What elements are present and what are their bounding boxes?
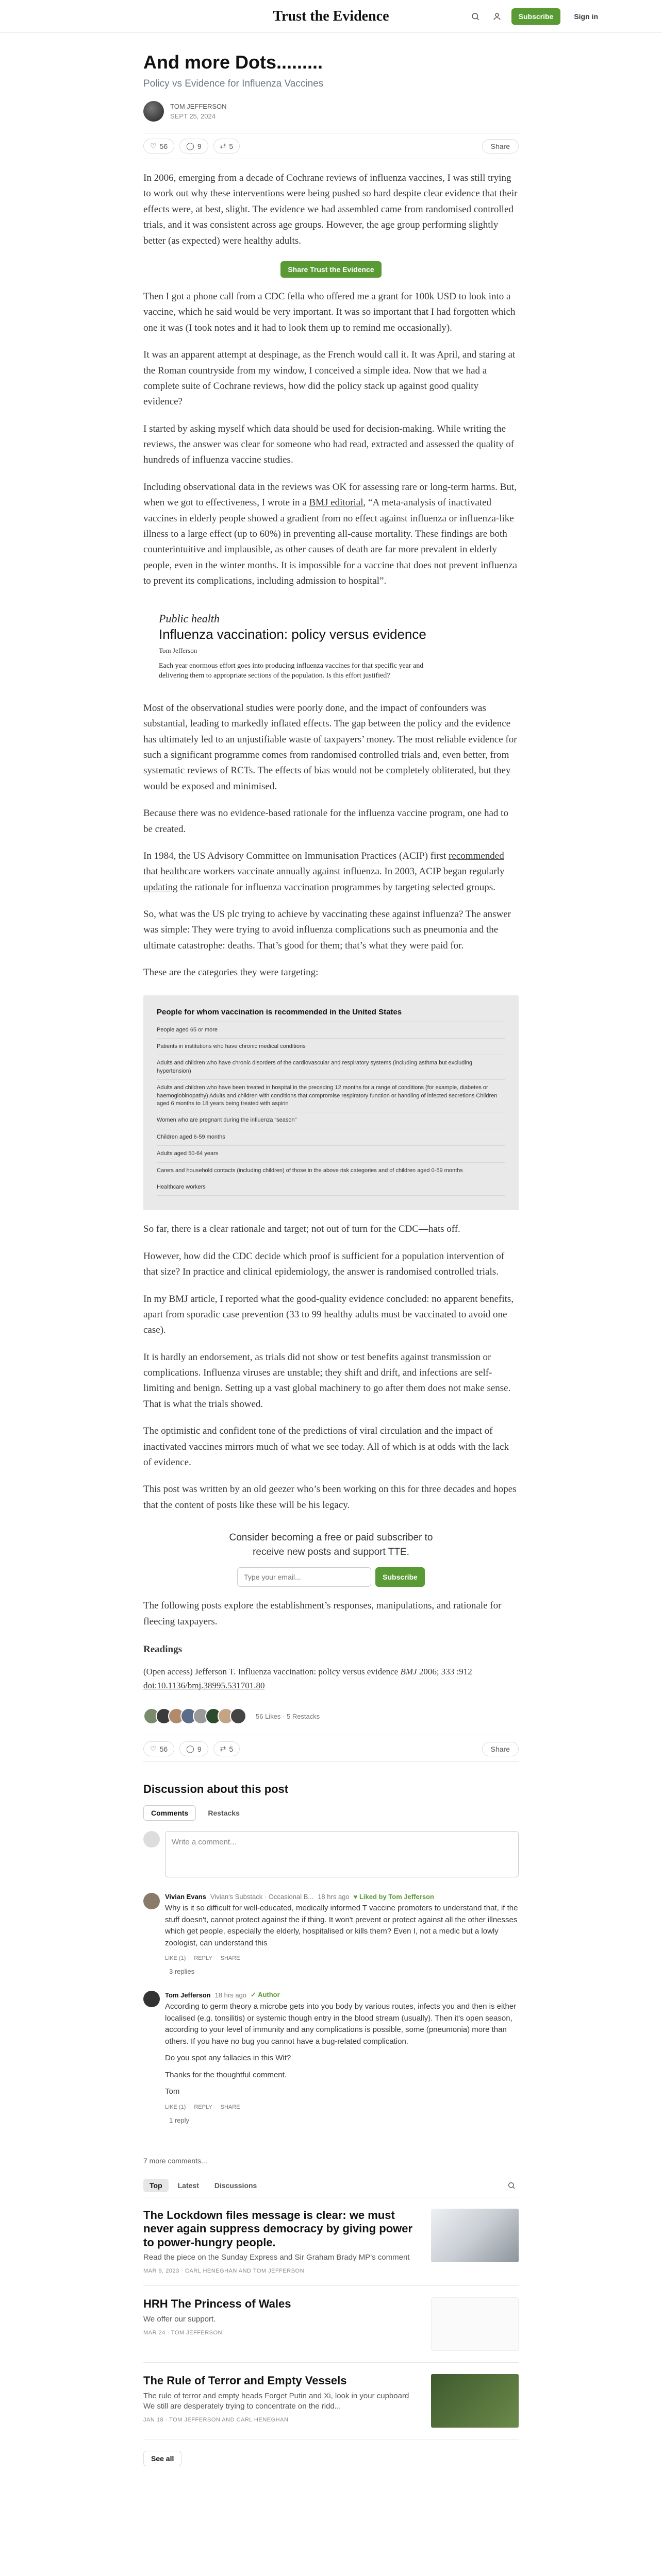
citation-text: 2006; 333 :912: [417, 1667, 472, 1677]
heart-icon: ♡: [150, 142, 157, 150]
post-container: [143, 52, 519, 2466]
commenter-meta[interactable]: Vivian's Substack · Occasional B...: [210, 1893, 314, 1901]
like-button[interactable]: [143, 1741, 174, 1756]
table-row: Healthcare workers: [157, 1179, 505, 1196]
commenter-name[interactable]: Tom Jefferson: [165, 1991, 211, 1999]
restack-count: 5: [229, 142, 234, 150]
citation-text: (Open access) Jefferson T. Influenza vaccination: policy versus evidence: [143, 1667, 401, 1677]
archive-post-subtitle: We offer our support.: [143, 2314, 216, 2324]
paragraph: These are the categories they were targeting:: [143, 967, 319, 978]
archive-post-title[interactable]: HRH The Princess of Wales: [143, 2297, 291, 2311]
liked-by-author-badge: ♥ Liked by Tom Jefferson: [353, 1893, 434, 1901]
commenter-name[interactable]: Vivian Evans: [165, 1893, 206, 1901]
table-row: Adults and children who have chronic disorders of the cardiovascular and respiratory systems (including asthma but excluding hypertension): [157, 1055, 505, 1080]
paragraph: The following posts explore the establishment’s responses, manipulations, and rationale for fleecing taxpayers.: [143, 1600, 502, 1627]
archive-post-meta: MAR 24 · TOM JEFFERSON: [143, 2330, 223, 2336]
comment-text: Thanks for the thoughtful comment.: [165, 2070, 287, 2079]
tab-top[interactable]: Top: [143, 2179, 169, 2192]
table-row: Adults and children who have been treated in hospital in the preceding 12 months for a range of conditions (for example, diabetes or haemoglobinopathy) Adults and children with conditions that compromise respiratory function or handling of infected secretions Children aged 6 months to 18 years being treated with aspirin: [157, 1080, 505, 1112]
reading-citation: [143, 1665, 519, 1692]
share-publication-button[interactable]: Share Trust the Evidence: [280, 261, 381, 278]
subscribe-form: [143, 1567, 519, 1587]
paragraph-text: the rationale for influenza vaccination programmes by targeting selected groups.: [177, 882, 495, 893]
share-button[interactable]: Share: [482, 1742, 519, 1756]
comment-share-button[interactable]: SHARE: [220, 1955, 240, 1962]
post-subtitle: Policy vs Evidence for Influenza Vaccines: [143, 78, 324, 89]
comment-input[interactable]: Write a comment...: [165, 1831, 519, 1877]
discussion-heading: Discussion about this post: [143, 1783, 289, 1796]
archive-post-text: [143, 2374, 419, 2428]
comment-like-button[interactable]: LIKE (1): [165, 1955, 186, 1962]
comment-count: 9: [197, 1744, 202, 1753]
archive-post-subtitle: Read the piece on the Sunday Express and Sir Graham Brady MP's comment: [143, 2253, 410, 2262]
paragraph: So far, there is a clear rationale and target; not out of turn for the CDC—hats off.: [143, 1224, 460, 1235]
user-avatar: [143, 1831, 160, 1848]
comment-header: [165, 1893, 519, 1901]
comment-body: [165, 1893, 519, 1975]
archive-post-title[interactable]: The Lockdown files message is clear: we must never again suppress democracy by giving power to power-hungry people.: [143, 2208, 413, 2249]
recommendation-table-image: [143, 995, 519, 1211]
post-body-2: [143, 701, 519, 981]
post-body-4: [143, 1598, 519, 1630]
email-input[interactable]: [237, 1567, 371, 1587]
comment-reply-button[interactable]: REPLY: [194, 2104, 212, 2110]
comment-like-button[interactable]: LIKE (1): [165, 2104, 186, 2110]
post-actions: [143, 1741, 240, 1756]
comment-text: Tom: [165, 2087, 180, 2096]
paragraph: I started by asking myself which data should be used for decision-making. While writing the reviews, the answer was clear for someone who had read, extracted and assessed the quality of hundreds of influenza vaccine studies.: [143, 423, 515, 466]
comment-reply-button[interactable]: REPLY: [194, 1955, 212, 1962]
table-row: Women who are pregnant during the influenza “season”: [157, 1112, 505, 1129]
comment: [143, 1893, 519, 1975]
recommended-link[interactable]: recommended: [449, 850, 504, 861]
archive-post-thumbnail[interactable]: [431, 2297, 519, 2351]
comment-count: 9: [197, 142, 202, 150]
post-date: SEPT 25, 2024: [170, 112, 216, 120]
updating-link[interactable]: updating: [143, 882, 178, 893]
site-title[interactable]: Trust the Evidence: [273, 8, 389, 24]
citation-journal: BMJ: [400, 1667, 417, 1677]
inline-subscribe: [143, 1531, 519, 1587]
excerpt-author: Tom Jefferson: [159, 646, 197, 654]
doi-link[interactable]: doi:10.1136/bmj.38995.531701.80: [143, 1681, 265, 1691]
search-icon[interactable]: [468, 9, 483, 24]
paragraph: It is hardly an endorsement, as trials did not show or test benefits against transmission or complications. Influenza viruses are unstable; they shift and drift, and infections are self-limiting and benign. Setting up a vast global machinery to go after them does not make sense. That is what the trials showed.: [143, 1351, 511, 1410]
account-icon[interactable]: [490, 9, 504, 24]
tab-discussions[interactable]: Discussions: [214, 2181, 257, 2190]
search-icon[interactable]: [504, 2178, 519, 2193]
archive-post-thumbnail[interactable]: [431, 2209, 519, 2262]
table-row: People aged 65 or more: [157, 1022, 505, 1039]
paragraph: It was an apparent attempt at despinage, as the French would call it. It was April, and staring at the Roman countryside from my window, I conceived a simple idea. Now that we had a complete suite of Cochrane reviews, how did the policy stack up against good quality evidence?: [143, 349, 516, 408]
excerpt-title: Influenza vaccination: policy versus evidence: [159, 626, 426, 642]
post-action-bar-bottom: [143, 1736, 519, 1762]
post-body-3: [143, 1222, 519, 1513]
comment-actions: [165, 1955, 519, 1961]
liker-avatars[interactable]: [143, 1708, 242, 1724]
paragraph-text: , “A meta-analysis of inactivated vaccines in elderly people showed a gradient from no effect against influenza or influenza-like illness to a large effect (up to 60%) in preventing all-cause mortality. These findings are both counterintuitive and implausible, as other causes of death are far more prevalent in elderly people, even in the winter months. It is impossible for a vaccine that does not prevent influenza to prevent its complications, including admission to hospital”.: [143, 497, 517, 587]
byline: [143, 101, 519, 122]
top-actions: [468, 8, 604, 25]
archive-post-text: [143, 2209, 419, 2274]
table-title: People for whom vaccination is recommended in the United States: [157, 1008, 505, 1022]
see-all-button[interactable]: See all: [143, 2451, 181, 2466]
excerpt-abstract: Each year enormous effort goes into producing influenza vaccines for that specific year and delivering them to appropriate sections of the population. Is this effort justified?: [159, 662, 424, 680]
restack-button[interactable]: [213, 1741, 240, 1756]
like-button[interactable]: [143, 139, 174, 154]
comment-actions: [165, 2104, 519, 2110]
top-bar: [0, 0, 662, 33]
author-name[interactable]: TOM JEFFERSON: [170, 102, 227, 110]
tab-restacks[interactable]: Restacks: [208, 1809, 240, 1818]
comments-button[interactable]: [179, 1741, 208, 1756]
tab-latest[interactable]: Latest: [177, 2181, 199, 2190]
replies-toggle[interactable]: 3 replies: [169, 1968, 195, 1976]
post-action-bar: [143, 133, 519, 159]
paragraph: This post was written by an old geezer who’s been working on this for three decades and hopes that the content of posts like these will be his legacy.: [143, 1484, 517, 1511]
paragraph: The optimistic and confident tone of the predictions of viral circulation and the impact of inactivated vaccines mirrors much of what we see today. All of which is at odds with the lack of evidence.: [143, 1426, 509, 1468]
paragraph-text: Including observational data in the reviews was OK for assessing rare or long-term harms. But, when we got to effectiveness, I wrote in a: [143, 481, 517, 509]
restack-button[interactable]: [213, 139, 240, 154]
bmj-editorial-link[interactable]: BMJ editorial: [309, 497, 363, 509]
share-button[interactable]: Share: [482, 139, 519, 154]
archive-post-meta: MAR 9, 2023 · CARL HENEGHAN AND TOM JEFFERSON: [143, 2268, 305, 2275]
more-comments-link[interactable]: 7 more comments...: [143, 2145, 519, 2165]
archive-post-meta: JAN 18 · TOM JEFFERSON AND CARL HENEGHAN: [143, 2417, 289, 2424]
table-row: Adults aged 50-64 years: [157, 1146, 505, 1162]
author-badge: ✓ Author: [251, 1991, 280, 1999]
archive-tabs: [143, 2179, 263, 2192]
likers-row: [143, 1708, 519, 1724]
signin-button[interactable]: Sign in: [568, 8, 604, 25]
paragraph: Then I got a phone call from a CDC fella who offered me a grant for 100k USD to look into a vaccine, which he said would be very important. It was so important that I had forgotten which one it was (I took notes and it had to look them up to remind me occasionally).: [143, 291, 516, 333]
readings-heading: Readings: [143, 1644, 182, 1655]
comments-button[interactable]: [179, 139, 208, 154]
comment-time[interactable]: 18 hrs ago: [214, 1991, 247, 1999]
table-row: Patients in institutions who have chronic medical conditions: [157, 1039, 505, 1055]
paragraph: In 2006, emerging from a decade of Cochrane reviews of influenza vaccines, I was still trying to work out why these interventions were being pushed so hard despite clear evidence that their effects were, at best, slight. The evidence we had assembled came from randomised controlled trials, and it was consistent across age groups. However, the age group performing slightly better (as expected) were healthy adults.: [143, 173, 518, 246]
replies-toggle[interactable]: 1 reply: [169, 2116, 190, 2124]
comment-text: Why is it so difficult for well-educated, medically informed T vaccine promoters to understand that, if the stuff doesn't, cannot protect against the if thing. It won't prevent or protect against all the other illnesses which get people, especially the elderly, hospitalised or kills them? Even I, not a medic but a lowly zoologist, can understand this: [165, 1904, 518, 1947]
new-comment: [143, 1831, 519, 1877]
discussion-tabs: [143, 1805, 519, 1821]
share-publication-wrapper: [143, 261, 519, 278]
comment-text: According to germ theory a microbe gets into you body by various routes, infects you and then is either localised (e.g. tonsilitis) or systemic though entry in the blood stream (usually). Then it's open season, according to your level of immunity and any complications is possible, some (pneumonia) more than others. If you have no bug you cannot have a bug-related complication.: [165, 2002, 517, 2046]
comment-icon: ◯: [186, 1744, 194, 1753]
author-avatar[interactable]: [143, 101, 164, 122]
avatar[interactable]: [143, 1991, 160, 2007]
heart-icon: ♡: [150, 1744, 157, 1753]
comment-text: Do you spot any fallacies in this Wit?: [165, 2054, 291, 2063]
restack-icon: ⇄: [220, 1744, 226, 1753]
post-title: And more Dots.........: [143, 52, 323, 73]
paragraph: So, what was the US plc trying to achieve by vaccinating these against influenza? The answer was simple: They were trying to avoid influenza complications such as pneumonia and the ultimate catastrophe: deaths. That’s good for them; that’s what they were paid for.: [143, 909, 511, 951]
paragraph-text: that healthcare workers vaccinate annually against influenza. In 2003, ACIP began regularly: [143, 866, 505, 877]
byline-text: [170, 101, 227, 122]
paragraph: However, how did the CDC decide which proof is sufficient for a population intervention of that size? In practice and clinical epidemiology, the answer is randomised controlled trials.: [143, 1250, 505, 1278]
paragraph: Most of the observational studies were poorly done, and the impact of confounders was substantial, leading to markedly inflated effects. The gap between the policy and the evidence has ultimately led to an unjustifiable waste of taxpayers’ money. The most reliable evidence for such a significant programme comes from randomised controlled trials and, even better, from systematic reviews of RCTs. The effects of bias would not be completely obliterated, but they would be exposed and minimised.: [143, 702, 517, 792]
archive-post-thumbnail[interactable]: [431, 2374, 519, 2428]
post-actions: [143, 139, 240, 154]
avatar: [230, 1708, 246, 1724]
archive-post[interactable]: [143, 2286, 519, 2363]
paragraph: Because there was no evidence-based rationale for the influenza vaccine program, one had to be created.: [143, 808, 508, 835]
subscribe-button[interactable]: Subscribe: [375, 1567, 425, 1587]
archive-post-title[interactable]: The Rule of Terror and Empty Vessels: [143, 2374, 347, 2387]
post-body: [143, 171, 519, 589]
likers-count[interactable]: 56 Likes · 5 Restacks: [256, 1712, 320, 1720]
comment-icon: ◯: [186, 142, 194, 150]
like-count: 56: [159, 142, 168, 150]
avatar[interactable]: [143, 1893, 160, 1909]
subscribe-text: Consider becoming a free or paid subscriber to receive new posts and support TTE.: [229, 1532, 433, 1557]
archive-post[interactable]: [143, 2197, 519, 2286]
excerpt-section: Public health: [159, 612, 220, 625]
comment-share-button[interactable]: SHARE: [220, 2104, 240, 2110]
comment-body: [165, 1991, 519, 2124]
paragraph-text: In 1984, the US Advisory Committee on Immunisation Practices (ACIP) first: [143, 850, 449, 861]
restack-count: 5: [229, 1744, 234, 1753]
restack-icon: ⇄: [220, 142, 226, 150]
article-excerpt-image: [156, 604, 519, 689]
archive-post[interactable]: [143, 2363, 519, 2439]
comment-time[interactable]: 18 hrs ago: [318, 1893, 350, 1901]
table-row: Carers and household contacts (including children) of those in the above risk categories and of children aged 0-59 months: [157, 1163, 505, 1179]
comment-header: [165, 1991, 519, 1999]
paragraph: In my BMJ article, I reported what the good-quality evidence concluded: no apparent benefits, apart from sporadic case prevention (33 to 99 healthy adults must be vaccinated to avoid one case).: [143, 1293, 514, 1336]
paragraph: [143, 849, 519, 895]
paragraph: [143, 480, 519, 589]
archive-post-subtitle: The rule of terror and empty heads Forget Putin and Xi, look in your cupboard We still are desperately trying to concentrate on the ridd...: [143, 2391, 409, 2411]
like-count: 56: [159, 1744, 168, 1753]
comment: [143, 1991, 519, 2124]
tab-comments[interactable]: Comments: [143, 1805, 196, 1821]
archive-bar: [143, 2178, 519, 2197]
table-row: Children aged 6-59 months: [157, 1129, 505, 1146]
archive-post-text: [143, 2297, 419, 2351]
subscribe-button-top[interactable]: Subscribe: [511, 8, 561, 25]
